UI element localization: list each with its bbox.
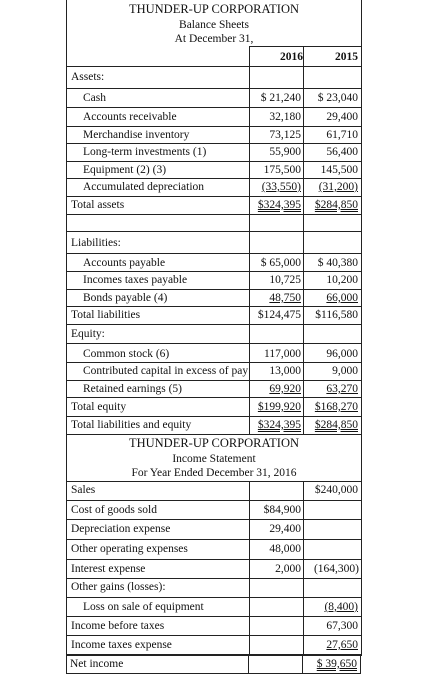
- asset-label-cash: Cash: [83, 92, 106, 104]
- liability-value-2016: $ 65,000: [260, 257, 301, 269]
- equity-heading: Equity:: [71, 328, 105, 340]
- row-rule: [67, 178, 361, 179]
- asset-value-2015: 56,400: [326, 146, 358, 158]
- is-period: For Year Ended December 31, 2016: [131, 467, 297, 479]
- net-income-divider-left: [248, 655, 249, 673]
- row-rule: [67, 143, 361, 144]
- row-rule: [67, 434, 361, 435]
- row-rule: [67, 196, 361, 197]
- asset-label-depreciation: Accumulated depreciation: [83, 181, 205, 193]
- equity-value-2016: 13,000: [269, 365, 301, 377]
- row-rule: [67, 416, 361, 417]
- row-rule: [67, 306, 361, 307]
- total-assets-label: Total assets: [71, 199, 125, 211]
- income-before-taxes-label: Income before taxes: [71, 620, 165, 632]
- bs-title: Balance Sheets: [179, 19, 249, 31]
- total-liab-equity-label: Total liabilities and equity: [71, 419, 192, 431]
- asset-value-2015: 29,400: [326, 111, 358, 123]
- loss-on-sale-value: (8,400): [324, 601, 358, 613]
- row-rule: [67, 481, 361, 482]
- asset-value-2016: 55,900: [269, 146, 301, 158]
- row-rule: [67, 253, 361, 254]
- asset-value-2016: (33,550): [261, 181, 301, 193]
- cogs-value: $84,900: [263, 504, 301, 516]
- row-rule: [67, 597, 361, 598]
- liability-value-2016: 48,750: [269, 292, 301, 304]
- depreciation-value: 29,400: [269, 523, 301, 535]
- row-rule: [67, 107, 361, 108]
- net-income-label: Net income: [70, 658, 124, 670]
- liability-value-2015: 66,000: [326, 292, 358, 304]
- bs-company-name: THUNDER-UP CORPORATION: [128, 2, 300, 16]
- total-liabilities-2015: $116,580: [315, 309, 358, 321]
- asset-value-2015: 145,500: [320, 164, 358, 176]
- asset-value-2016: 175,500: [263, 164, 301, 176]
- liability-value-2016: 10,725: [269, 274, 301, 286]
- total-liab-equity-2016: $324,395: [257, 419, 301, 431]
- row-rule: [67, 343, 361, 344]
- equity-value-2015: 9,000: [332, 365, 358, 377]
- total-assets-2016: $324,395: [257, 199, 301, 211]
- net-income-right-border: [360, 655, 361, 673]
- assets-heading: Assets:: [71, 71, 105, 83]
- equity-value-2015: 96,000: [326, 348, 358, 360]
- net-income-bottom-rule: [66, 673, 361, 674]
- row-rule: [67, 324, 361, 325]
- row-rule: [67, 559, 361, 560]
- row-rule: [67, 519, 361, 520]
- asset-value-2016: 32,180: [269, 111, 301, 123]
- is-title: Income Statement: [172, 453, 256, 465]
- income-taxes-value: 27,650: [326, 639, 358, 651]
- header-bottom-rule: [67, 66, 361, 67]
- row-rule: [67, 397, 361, 398]
- net-income-divider-right: [302, 655, 303, 673]
- total-assets-2015: $284,850: [314, 199, 358, 211]
- row-rule: [67, 362, 361, 363]
- asset-value-2015: $ 23,040: [317, 92, 358, 104]
- header-rule: [249, 46, 361, 47]
- liabilities-heading: Liabilities:: [71, 237, 121, 249]
- financial-statements-table: [66, 0, 362, 656]
- income-taxes-label: Income taxes expense: [71, 639, 172, 651]
- row-rule: [67, 289, 361, 290]
- row-rule: [67, 271, 361, 272]
- row-rule: [67, 380, 361, 381]
- equity-value-2015: 63,270: [326, 383, 358, 395]
- liability-value-2015: 10,200: [326, 274, 358, 286]
- net-income-value: $ 39,650: [316, 658, 357, 670]
- asset-value-2015: 61,710: [326, 129, 358, 141]
- col-header-2015: 2015: [335, 51, 358, 63]
- asset-value-2016: 73,125: [269, 129, 301, 141]
- total-equity-2016: $199,920: [257, 401, 301, 413]
- row-rule: [67, 539, 361, 540]
- row-rule: [67, 88, 361, 89]
- asset-label-equipment: Equipment (2) (3): [83, 164, 167, 176]
- equity-value-2016: 69,920: [269, 383, 301, 395]
- row-rule: [67, 126, 361, 127]
- other-opex-label: Other operating expenses: [71, 543, 188, 555]
- interest-label: Interest expense: [71, 563, 146, 575]
- sales-label: Sales: [71, 484, 96, 496]
- asset-label-receivable: Accounts receivable: [83, 111, 177, 123]
- row-rule: [67, 578, 361, 579]
- asset-label-inventory: Merchandise inventory: [83, 129, 190, 141]
- row-rule: [67, 635, 361, 636]
- interest-value: 2,000: [275, 563, 301, 575]
- income-before-taxes-value: 67,300: [326, 620, 358, 632]
- row-rule: [67, 616, 361, 617]
- row-rule: [67, 161, 361, 162]
- total-liab-equity-2015: $284,850: [314, 419, 358, 431]
- row-rule: [67, 500, 361, 501]
- cogs-label: Cost of goods sold: [71, 504, 157, 516]
- total-equity-2015: $168,270: [314, 401, 358, 413]
- asset-value-2016: $ 21,240: [260, 92, 301, 104]
- total-liabilities-label: Total liabilities: [71, 309, 141, 321]
- row-rule: [67, 654, 361, 655]
- total-liabilities-2016: $124,475: [257, 309, 301, 321]
- equity-label-common-stock: Common stock (6): [83, 348, 170, 360]
- asset-label-investments: Long-term investments (1): [83, 146, 207, 158]
- liability-label-payable: Accounts payable: [83, 257, 166, 269]
- depreciation-label: Depreciation expense: [71, 523, 171, 535]
- equity-label-contributed-capital: Contributed capital in excess of pay: [83, 365, 249, 377]
- bs-date: At December 31,: [174, 33, 254, 45]
- row-rule: [67, 214, 361, 215]
- loss-on-sale-label: Loss on sale of equipment: [83, 601, 204, 613]
- liability-value-2015: $ 40,380: [317, 257, 358, 269]
- liability-label-taxes: Incomes taxes payable: [83, 274, 188, 286]
- total-expenses-value: (164,300): [313, 563, 359, 575]
- sales-value: $240,000: [314, 484, 358, 496]
- other-gains-heading: Other gains (losses):: [71, 581, 166, 593]
- row-rule: [67, 231, 361, 232]
- liability-label-bonds: Bonds payable (4): [83, 292, 168, 304]
- col-header-2016: 2016: [280, 51, 303, 63]
- total-equity-label: Total equity: [71, 401, 127, 413]
- net-income-left-border: [66, 655, 67, 673]
- other-opex-value: 48,000: [269, 543, 301, 555]
- is-company-name: THUNDER-UP CORPORATION: [128, 436, 300, 450]
- equity-label-retained-earnings: Retained earnings (5): [83, 383, 182, 395]
- equity-value-2016: 117,000: [264, 348, 301, 360]
- asset-value-2015: (31,200): [318, 181, 358, 193]
